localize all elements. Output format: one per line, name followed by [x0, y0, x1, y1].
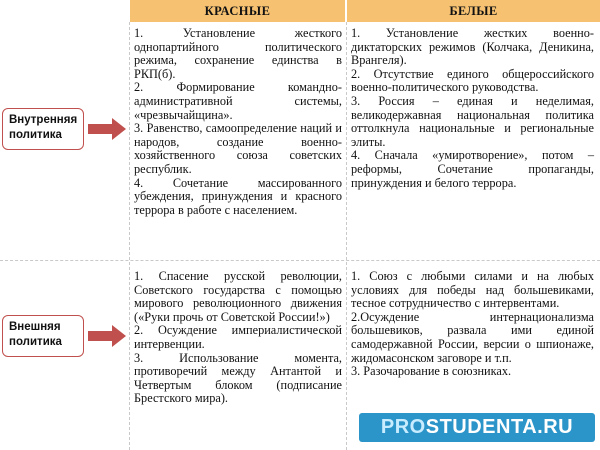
list-item: 1. Спасение русской революции, Советского государства с помощью мирового революционного движения («Руки прочь от Советской России!»)	[134, 269, 342, 324]
header-red: КРАСНЫЕ	[130, 0, 345, 22]
list-item: 4. Сначала «умиротворение», потом – реформы, Сочетание пропаганды, принуждения и белого террора.	[351, 148, 594, 190]
list-item: 2. Отсутствие единого общероссийского военно-политического руководства.	[351, 66, 594, 95]
external-red-cell	[134, 270, 342, 406]
list-item: 4. Сочетание массированного убеждения, принуждения и красного террора в работе с населением.	[134, 175, 342, 217]
internal-red-cell	[134, 27, 342, 217]
site-watermark	[359, 413, 595, 442]
list-item: 3. Равенство, самоопределение наций и народов, создание военно-хозяйственного союза советских республик.	[134, 121, 342, 176]
watermark-rest: STUDENTA.RU	[425, 416, 574, 438]
row-divider	[0, 260, 600, 261]
external-white-cell	[351, 270, 594, 379]
column-divider	[346, 22, 347, 450]
watermark-pro: PRO	[380, 416, 426, 438]
list-item: 1. Установление жесткого однопартийного политического режима, сохранение единства в РКП(б).	[134, 26, 342, 81]
list-item: 3. Разочарование в союзниках.	[351, 364, 512, 379]
list-item: 3. Использование момента, противоречий между Антантой и Четвертым блоком (подписание Брестского мира).	[134, 350, 342, 406]
list-item: 3. Россия – единая и неделимая, великодержавная национальная политика оттолкнула национальные и региональные элиты.	[351, 93, 594, 149]
list-item: 1. Установление жестких военно-диктаторских режимов (Колчака, Деникина, Врангеля).	[351, 26, 594, 68]
list-item: 1. Союз с любыми силами и на любых условиях для победы над большевиками, тесное сотрудничество с интервентами.	[351, 269, 594, 311]
column-divider	[129, 22, 130, 450]
arrow-right-icon	[88, 325, 126, 347]
internal-policy-label: Внутренняя политика	[2, 108, 84, 150]
external-policy-label: Внешняя политика	[2, 315, 84, 357]
list-item: 2.Осуждение интернационализма большевиков, развала ими единой самодержавной России, версии о шпионаже, жидомасонском заговоре и т.п.	[351, 309, 594, 365]
list-item: 2. Формирование командно-административной системы, «чрезвычайщина».	[134, 80, 342, 122]
internal-white-cell	[351, 27, 594, 190]
list-item: 2. Осуждение империалистической интервенции.	[134, 323, 342, 351]
header-white: БЕЛЫЕ	[347, 0, 600, 22]
arrow-right-icon	[88, 118, 126, 140]
